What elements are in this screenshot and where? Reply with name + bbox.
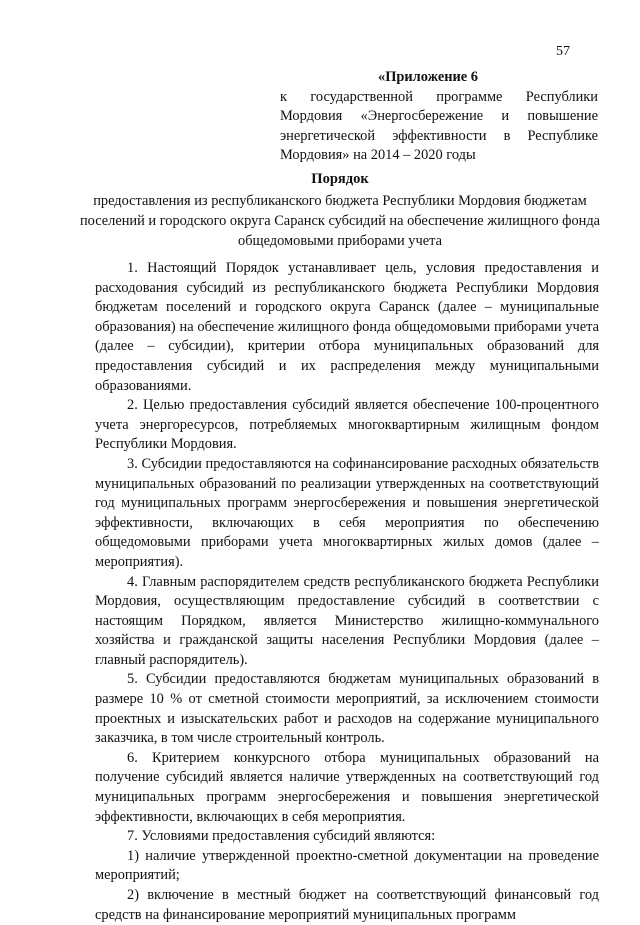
appendix-title: «Приложение 6 [378, 69, 478, 85]
appendix-header [280, 68, 598, 166]
page-number: 57 [556, 44, 570, 59]
document-body [95, 259, 599, 925]
paragraph-3: 3. Субсидии предоставляются на софинансирование расходных обязательств муниципальных образований по реализации утвержденных на соответствующий год муниципальных программ энергосбережения и повышения энергетической эффективности, включающих в себя мероприятия по обеспечению общедомовыми приборами учета многоквартирных жилых домов (далее – мероприятия). [95, 455, 599, 570]
paragraph-7-item-1: 1) наличие утвержденной проектно-сметной документации на проведение мероприятий; [95, 847, 599, 884]
paragraph-7-item-2: 2) включение в местный бюджет на соответствующий финансовый год средств на финансирование мероприятий муниципальных программ [95, 887, 599, 923]
paragraph-7: 7. Условиями предоставления субсидий являются: [127, 828, 436, 845]
document-title: Порядок [311, 171, 369, 187]
paragraph-4: 4. Главным распорядителем средств республиканского бюджета Республики Мордовия, осуществляющим предоставление субсидий в соответствии с настоящим Порядком, является Министерство жилищно-коммунального хозяйства и гражданской защиты населения Республики Мордовия (далее – главный распорядитель). [95, 573, 599, 668]
document-subtitle: предоставления из республиканского бюджета Республики Мордовия бюджетам поселений и городского округа Саранск субсидий на обеспечение жилищного фонда общедомовыми приборами учета [79, 193, 601, 249]
paragraph-6: 6. Критерием конкурсного отбора муниципальных образований на получение субсидий является наличие утвержденных на соответствующий год муниципальных программ энергосбережения и повышения энергетической эффективности, включающих в себя мероприятия. [95, 749, 599, 825]
paragraph-2: 2. Целью предоставления субсидий является обеспечение 100-процентного учета энергоресурсов, потребляемых многоквартирным жилищным фондом Республики Мордовия. [95, 397, 599, 453]
paragraph-5: 5. Субсидии предоставляются бюджетам муниципальных образований в размере 10 % от сметной стоимости мероприятий, за исключением стоимости проектных и изыскательских работ и расходов на содержание муниципального заказчика, в том числе строительный контроль. [95, 671, 599, 747]
paragraph-1: 1. Настоящий Порядок устанавливает цель, условия предоставления и расходования субсидий из республиканского бюджета Республики Мордовия бюджетам поселений и городского округа Саранск (далее – муниципальные образования) на обеспечение жилищного фонда общедомовыми приборами учета (далее – субсидии), критерии отбора муниципальных образований для предоставления субсидий и их распределения между муниципальными образованиями. [95, 260, 599, 394]
appendix-text: к государственной программе Республики Мордовия «Энергосбережение и повышение энергетической эффективности в Республике Мордовия» на 2014 – 2020 годы [280, 88, 598, 163]
